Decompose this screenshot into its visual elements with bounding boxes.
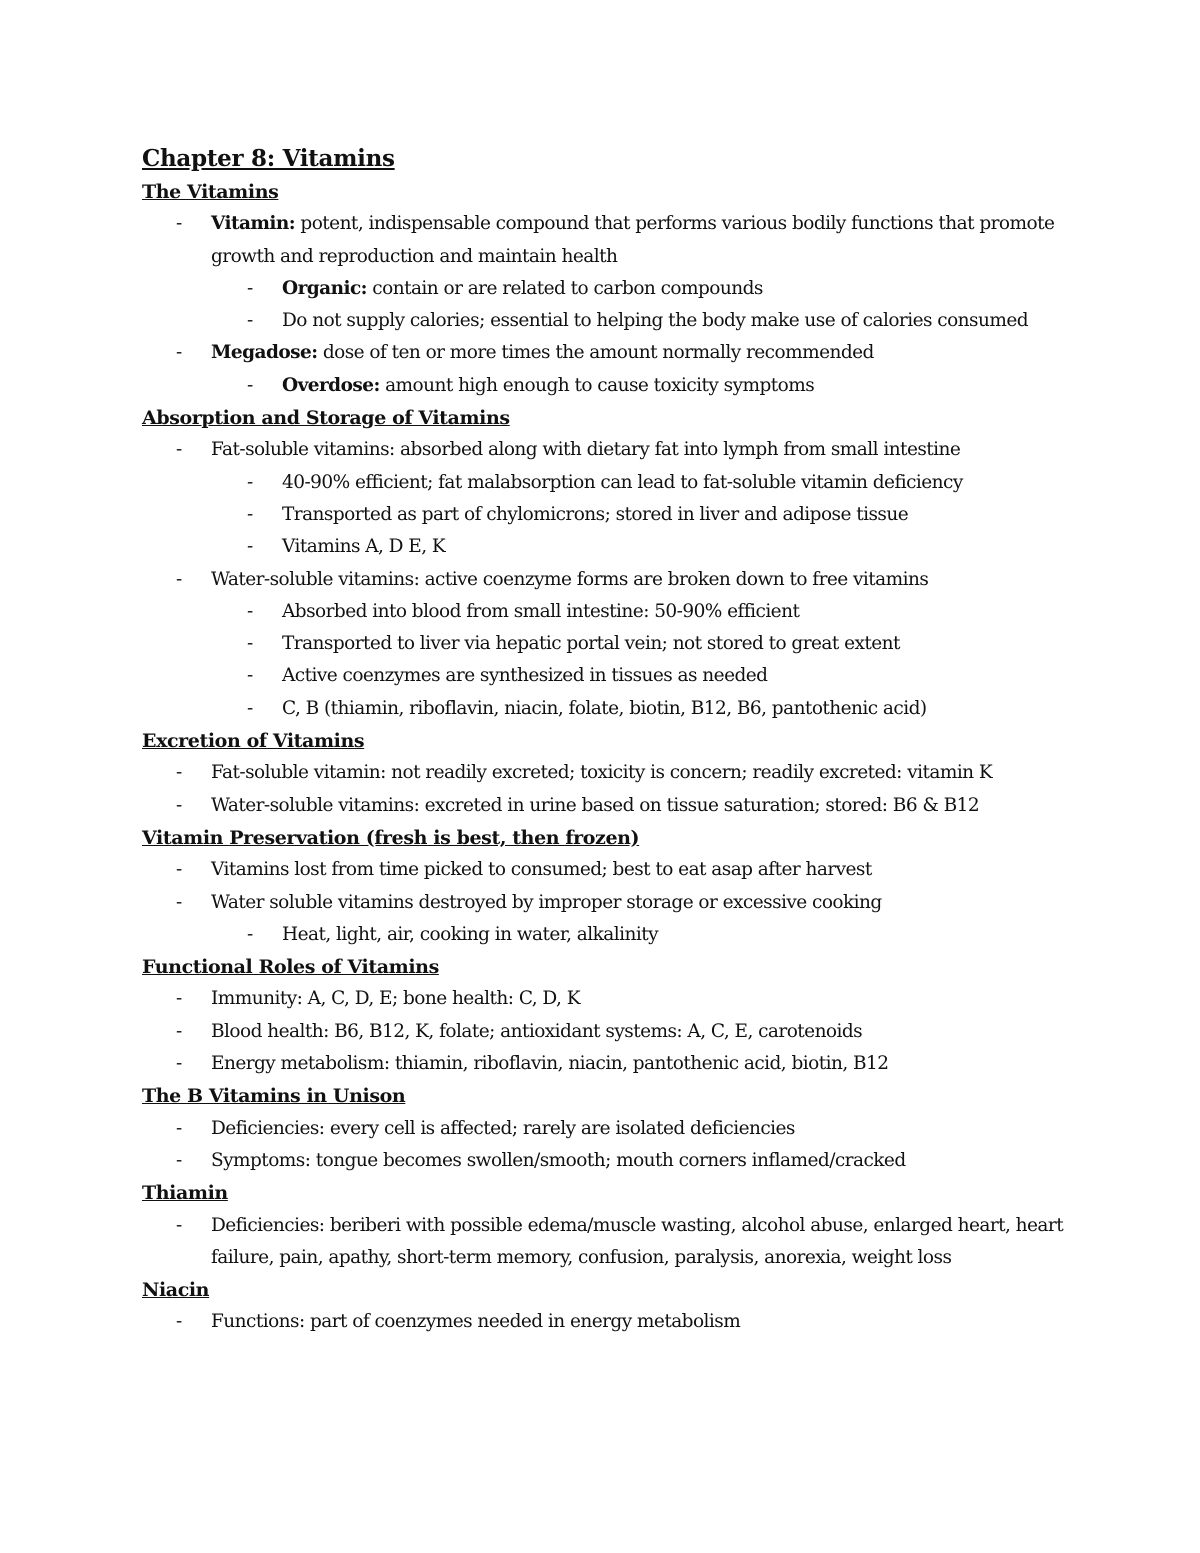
bullet-text: dose of ten or more times the amount normally recommended — [317, 342, 874, 364]
bullet-item — [142, 790, 1072, 822]
bullet-text: Fat-soluble vitamins: absorbed along with dietary fat into lymph from small intestine — [211, 439, 961, 461]
bullet-text: Transported as part of chylomicrons; stored in liver and adipose tissue — [282, 503, 909, 525]
bullet-item — [142, 1048, 1072, 1080]
bullet-dash: - — [247, 310, 253, 332]
bullet-item — [142, 1210, 1072, 1275]
bullet-item — [142, 434, 1072, 466]
bullet-text: Water-soluble vitamins: active coenzyme forms are broken down to free vitamins — [211, 568, 929, 590]
sub-bullet-item — [142, 370, 1072, 402]
bullet-text: Water soluble vitamins destroyed by improper storage or excessive cooking — [211, 891, 882, 913]
bullet-text: Symptoms: tongue becomes swollen/smooth; mouth corners inflamed/cracked — [211, 1149, 906, 1171]
bullet-item — [142, 564, 1072, 596]
bullet-term: Overdose: — [282, 374, 380, 396]
bullet-text: Deficiencies: beriberi with possible edema/muscle wasting, alcohol abuse, enlarged heart, heart failure, pain, apathy, short-term memory, confusion, paralysis, anorexia, weight loss — [211, 1214, 1064, 1268]
bullet-text: Do not supply calories; essential to helping the body make use of calories consumed — [282, 310, 1029, 332]
bullet-text: amount high enough to cause toxicity symptoms — [379, 374, 815, 396]
bullet-item — [142, 887, 1072, 919]
bullet-text: Heat, light, air, cooking in water, alkalinity — [282, 923, 658, 945]
bullet-dash: - — [176, 568, 182, 590]
section-heading: Absorption and Storage of Vitamins — [142, 407, 510, 430]
bullet-text: Fat-soluble vitamin: not readily excreted; toxicity is concern; readily excreted: vitamin K — [211, 762, 993, 784]
section-heading: Thiamin — [142, 1182, 228, 1205]
section-heading: The B Vitamins in Unison — [142, 1085, 406, 1108]
sub-bullet-item — [142, 305, 1072, 337]
bullet-dash: - — [176, 1053, 182, 1075]
sub-bullet-item — [142, 919, 1072, 951]
bullet-dash: - — [247, 374, 253, 396]
bullet-text: Transported to liver via hepatic portal vein; not stored to great extent — [282, 633, 900, 655]
bullet-dash: - — [247, 600, 253, 622]
bullet-dash: - — [176, 1117, 182, 1139]
sub-bullet-item — [142, 273, 1072, 305]
sub-bullet-item — [142, 660, 1072, 692]
bullet-text: Absorbed into blood from small intestine: 50-90% efficient — [282, 600, 800, 622]
bullet-text: Active coenzymes are synthesized in tissues as needed — [282, 665, 768, 687]
bullet-dash: - — [247, 697, 253, 719]
bullet-dash: - — [176, 794, 182, 816]
chapter-title: Chapter 8: Vitamins — [142, 145, 395, 172]
bullet-dash: - — [176, 1020, 182, 1042]
bullet-dash: - — [176, 1149, 182, 1171]
bullet-text: Functions: part of coenzymes needed in energy metabolism — [211, 1311, 741, 1333]
section-heading: Excretion of Vitamins — [142, 730, 365, 753]
bullet-text: Vitamins lost from time picked to consumed; best to eat asap after harvest — [211, 859, 872, 881]
bullet-item — [142, 983, 1072, 1015]
section-heading: Niacin — [142, 1279, 210, 1302]
bullet-term: Organic: — [282, 277, 367, 299]
section-heading: The Vitamins — [142, 181, 279, 203]
bullet-dash: - — [247, 665, 253, 687]
bullet-text: Vitamins A, D E, K — [282, 536, 446, 558]
bullet-item — [142, 208, 1072, 273]
bullet-item — [142, 337, 1072, 369]
bullet-dash: - — [176, 342, 182, 364]
bullet-term: Vitamin: — [211, 213, 296, 235]
bullet-dash: - — [247, 536, 253, 558]
bullet-item — [142, 1113, 1072, 1145]
bullet-term: Megadose: — [211, 342, 318, 364]
bullet-text: Deficiencies: every cell is affected; rarely are isolated deficiencies — [211, 1117, 795, 1139]
bullet-text: potent, indispensable compound that performs various bodily functions that promote growth and reproduction and maintain health — [211, 213, 1055, 267]
bullet-text: 40-90% efficient; fat malabsorption can lead to fat-soluble vitamin deficiency — [282, 471, 963, 493]
bullet-dash: - — [176, 1214, 182, 1236]
bullet-dash: - — [247, 503, 253, 525]
bullet-dash: - — [176, 439, 182, 461]
bullet-dash: - — [247, 923, 253, 945]
bullet-dash: - — [176, 213, 182, 235]
bullet-dash: - — [176, 891, 182, 913]
sub-bullet-item — [142, 499, 1072, 531]
bullet-dash: - — [247, 633, 253, 655]
document-page — [142, 142, 1072, 1339]
bullet-dash: - — [247, 471, 253, 493]
bullet-text: Water-soluble vitamins: excreted in urine based on tissue saturation; stored: B6 & B12 — [211, 794, 980, 816]
bullet-text: C, B (thiamin, riboflavin, niacin, folate, biotin, B12, B6, pantothenic acid) — [282, 697, 927, 719]
bullet-dash: - — [176, 762, 182, 784]
bullet-item — [142, 854, 1072, 886]
bullet-dash: - — [176, 1311, 182, 1333]
bullet-item — [142, 1145, 1072, 1177]
bullet-text: contain or are related to carbon compounds — [366, 277, 763, 299]
bullet-item — [142, 1306, 1072, 1338]
bullet-text: Immunity: A, C, D, E; bone health: C, D, K — [211, 988, 580, 1010]
bullet-text: Energy metabolism: thiamin, riboflavin, niacin, pantothenic acid, biotin, B12 — [211, 1053, 889, 1075]
sub-bullet-item — [142, 531, 1072, 563]
bullet-text: Blood health: B6, B12, K, folate; antioxidant systems: A, C, E, carotenoids — [211, 1020, 863, 1042]
bullet-item — [142, 1016, 1072, 1048]
sub-bullet-item — [142, 628, 1072, 660]
sub-bullet-item — [142, 596, 1072, 628]
bullet-item — [142, 757, 1072, 789]
section-heading: Vitamin Preservation (fresh is best, then frozen) — [142, 826, 640, 849]
bullet-dash: - — [176, 988, 182, 1010]
document-body — [142, 176, 1072, 1339]
bullet-dash: - — [247, 277, 253, 299]
bullet-dash: - — [176, 859, 182, 881]
section-heading: Functional Roles of Vitamins — [142, 956, 439, 979]
sub-bullet-item — [142, 693, 1072, 725]
sub-bullet-item — [142, 467, 1072, 499]
